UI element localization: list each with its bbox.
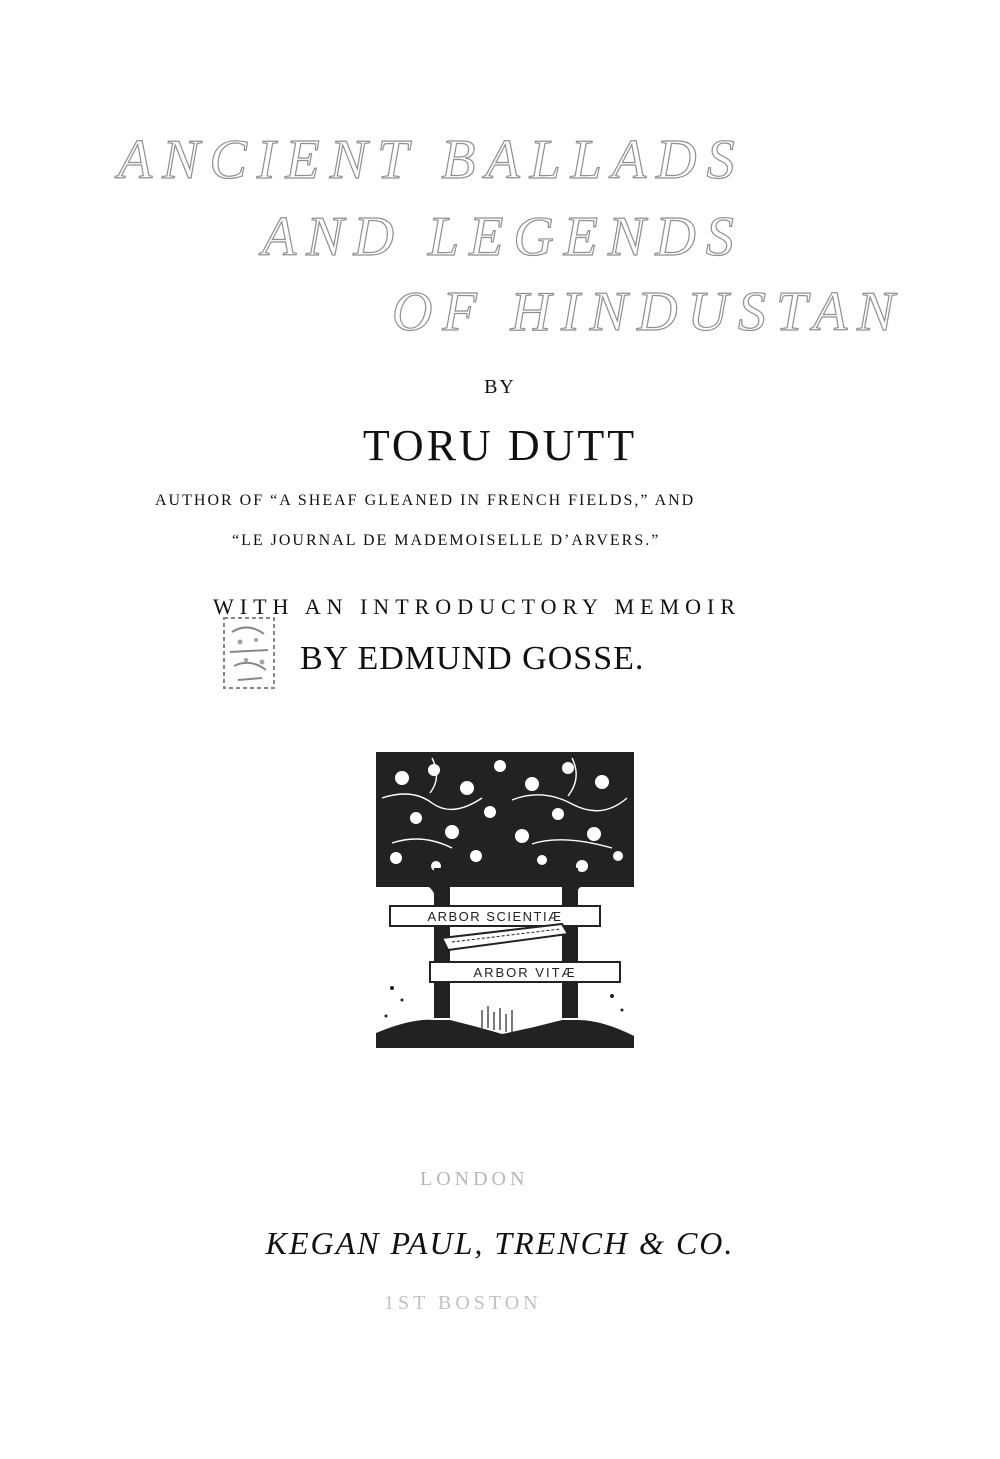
publisher-name: KEGAN PAUL, TRENCH & CO. bbox=[265, 1225, 735, 1261]
author-of-line-2: “LE JOURNAL DE MADEMOISELLE D’ARVERS.” bbox=[232, 532, 661, 549]
lower-banner-text: ARBOR VITÆ bbox=[473, 965, 577, 980]
title-line-1: ANCIENT BALLADS bbox=[118, 129, 745, 191]
imprint-city-2: 1ST BOSTON bbox=[384, 1292, 542, 1314]
printers-device-tree bbox=[372, 748, 638, 1060]
author-name: TORU DUTT bbox=[362, 421, 638, 470]
author-of-line-1: AUTHOR OF “A SHEAF GLEANED IN FRENCH FIELDS,” AND bbox=[155, 492, 696, 509]
memoir-line-2: BY EDMUND GOSSE. bbox=[300, 640, 645, 677]
upper-banner-text: ARBOR SCIENTIÆ bbox=[427, 909, 563, 924]
memoir-line-1: WITH AN INTRODUCTORY MEMOIR bbox=[213, 594, 742, 619]
imprint-city: LONDON bbox=[420, 1168, 529, 1190]
title-line-3: OF HINDUSTAN bbox=[392, 281, 905, 343]
by-label: BY bbox=[484, 376, 516, 398]
library-stamp-icon bbox=[218, 612, 282, 694]
title-line-2: AND LEGENDS bbox=[262, 206, 744, 268]
